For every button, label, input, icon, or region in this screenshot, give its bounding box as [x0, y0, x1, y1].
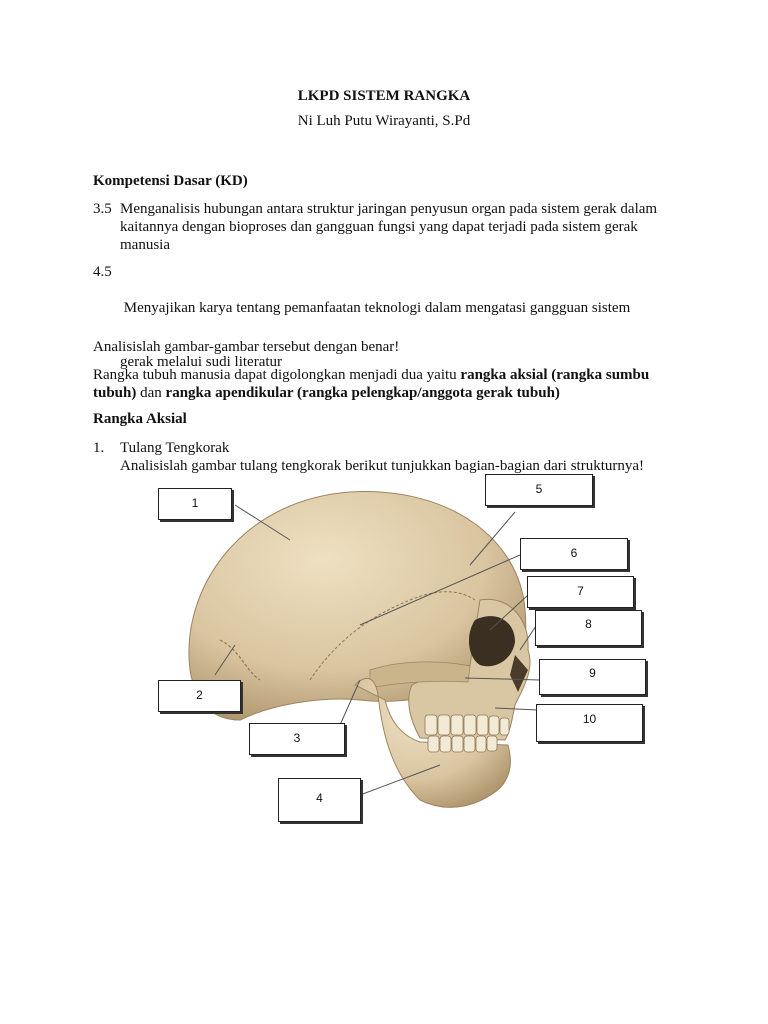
label-box-3[interactable]: 3: [249, 723, 345, 755]
label-box-10[interactable]: 10: [536, 704, 643, 742]
instruction-text: Analisislah gambar-gambar tersebut dengan benar!: [93, 339, 400, 355]
label-box-9[interactable]: 9: [539, 659, 646, 695]
list-item-description: Analisislah gambar tulang tengkorak berikut tunjukkan bagian-bagian dari strukturnya!: [120, 458, 645, 474]
author-name: Ni Luh Putu Wirayanti, S.Pd: [297, 113, 471, 129]
kd-item-number: 3.5: [93, 201, 112, 217]
list-number: 1.: [93, 440, 105, 456]
label-box-4[interactable]: 4: [278, 778, 361, 822]
label-box-8[interactable]: 8: [535, 610, 642, 646]
label-box-6[interactable]: 6: [520, 538, 628, 570]
kd-item-number: 4.5: [93, 264, 112, 280]
label-box-5[interactable]: 5: [485, 474, 593, 506]
kd-heading: Kompetensi Dasar (KD): [93, 173, 248, 189]
kd-item-text: Menyajikan karya tentang pemanfaatan teknologi dalam mengatasi gangguan sistem gerak melalui sudi literatur: [120, 300, 631, 370]
section-heading: Rangka Aksial: [93, 411, 187, 427]
classification-paragraph: Rangka tubuh manusia dapat digolongkan menjadi dua yaitu rangka aksial (rangka sumbu tubuh) dan rangka apendikular (rangka pelengkap/anggota gerak tubuh): [93, 367, 650, 401]
kd-item-text: Menganalisis hubungan antara struktur jaringan penyusun organ pada sistem gerak dalam kaitannya dengan bioproses dan gangguan fungsi yang dapat terjadi pada sistem gerak manusia: [120, 201, 658, 253]
label-box-2[interactable]: 2: [158, 680, 241, 712]
label-box-7[interactable]: 7: [527, 576, 634, 608]
label-box-1[interactable]: 1: [158, 488, 232, 520]
page-title: LKPD SISTEM RANGKA: [297, 88, 471, 104]
list-item-title: Tulang Tengkorak: [120, 440, 230, 456]
